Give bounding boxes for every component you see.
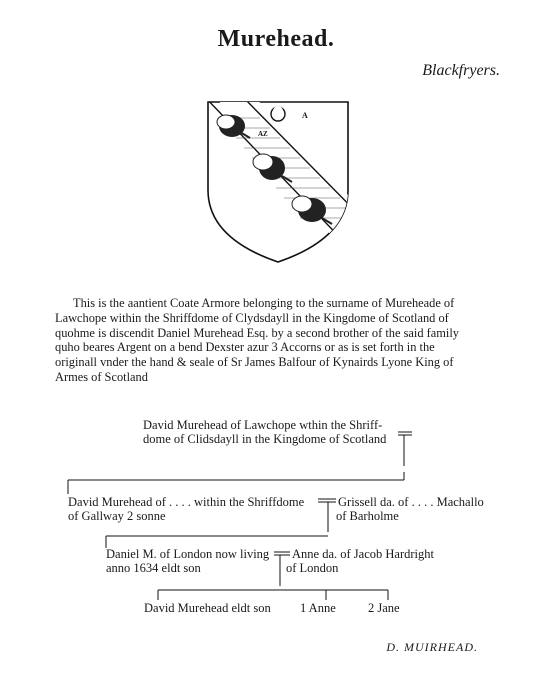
tincture-label-bend: AZ bbox=[258, 130, 268, 138]
gen3-right-line1: Anne da. of Jacob Hardright bbox=[292, 547, 434, 561]
gen2-left-line1: David Murehead of . . . . within the Shriffdome bbox=[68, 495, 305, 509]
tincture-label-field: A bbox=[302, 111, 308, 120]
page-title: Murehead. bbox=[217, 26, 335, 52]
gen4-child-2: 1 Anne bbox=[300, 601, 336, 615]
paragraph-line: originall vnder the hand & seale of Sr James Balfour of Kynairds Lyone King of bbox=[55, 355, 454, 370]
gen1-line1: David Murehead of Lawchope wthin the Shriff- bbox=[143, 418, 383, 432]
gen3-right-line2: of London bbox=[286, 561, 339, 575]
gen3-left-line1: Daniel M. of London now living bbox=[106, 547, 270, 561]
paragraph-line: This is the aantient Coate Armore belonging to the surname of Mureheade of bbox=[73, 296, 455, 310]
paragraph-line: Armes of Scotland bbox=[55, 369, 148, 384]
gen2-right-line1: Grissell da. of . . . . Machallo bbox=[338, 495, 484, 509]
paragraph-line: Lawchope within the Shriffdome of Clydsdayll in the Kingdome of Scotland of bbox=[55, 310, 449, 325]
gen2-right-line2: of Barholme bbox=[336, 509, 399, 523]
gen4-child-3: 2 Jane bbox=[368, 601, 400, 615]
paragraph-line: quohme is discendit Daniel Murehead Esq. by a second brother of the said family bbox=[55, 325, 459, 340]
gen4-child-1: David Murehead eldt son bbox=[144, 601, 271, 615]
gen1-line2: dome of Clidsdayll in the Kingdome of Scotland bbox=[143, 432, 387, 446]
location-heading: Blackfryers. bbox=[422, 62, 500, 79]
signature: D. MUIRHEAD. bbox=[386, 640, 478, 654]
gen2-left-line2: of Gallway 2 sonne bbox=[68, 509, 166, 523]
gen3-left-line2: anno 1634 eldt son bbox=[106, 561, 201, 575]
paragraph-line: quho beares Argent on a bend Dexster azur 3 Accorns or as is set forth in the bbox=[55, 340, 435, 355]
